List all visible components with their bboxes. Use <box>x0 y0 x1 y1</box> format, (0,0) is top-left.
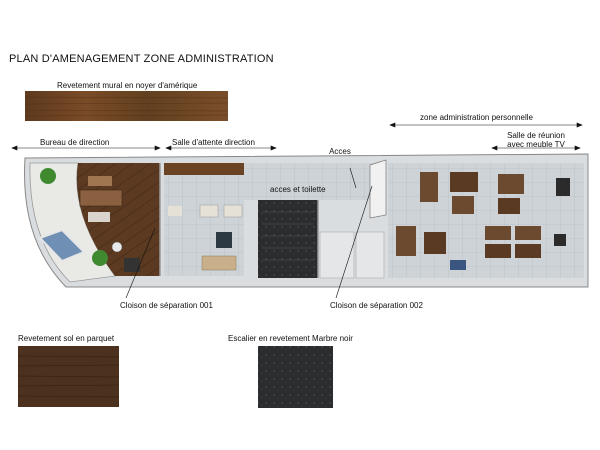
wall-frame <box>556 178 570 196</box>
admin-zone-floor <box>388 163 584 278</box>
wall-covering-label: Revetement mural en noyer d'amérique <box>57 81 198 90</box>
toilet-room-1 <box>320 232 354 278</box>
director-desk <box>80 190 122 206</box>
wall-frame <box>554 234 566 246</box>
visitor-seat <box>88 212 110 222</box>
toilet-room-2 <box>356 232 384 278</box>
access-toilet-label: acces et toilette <box>270 185 326 194</box>
waiting-room-label: Salle d'attente direction <box>172 138 255 147</box>
marble-swatch <box>258 346 333 408</box>
marble-stair-label: Escalier en revetement Marbre noir <box>228 334 353 343</box>
round-table <box>112 242 122 252</box>
director-office-label: Bureau de direction <box>40 138 110 147</box>
desk-chair <box>88 176 112 186</box>
waiting-room-wall <box>164 163 244 175</box>
waiting-chair <box>168 206 182 216</box>
plant-icon <box>40 168 56 184</box>
page-title: PLAN D'AMENAGEMENT ZONE ADMINISTRATION <box>9 53 274 65</box>
partition-002-label: Cloison de séparation 002 <box>330 301 423 310</box>
waiting-chair <box>200 205 218 217</box>
waiting-chair <box>224 205 242 217</box>
parquet-floor-label: Revetement sol en parquet <box>18 334 115 343</box>
sofa <box>202 256 236 270</box>
badge-access-label: Acces <box>329 147 351 156</box>
dimension-lines <box>12 123 582 150</box>
partition-001-label: Cloison de séparation 001 <box>120 301 213 310</box>
meeting-room-label: Salle de réunion avec meuble TV <box>507 131 565 150</box>
admin-zone-label: zone administration personnelle <box>420 113 533 122</box>
plant-icon <box>92 250 108 266</box>
badge-door <box>370 160 386 218</box>
corridor-floor <box>244 163 384 200</box>
tv-screen <box>216 232 232 248</box>
